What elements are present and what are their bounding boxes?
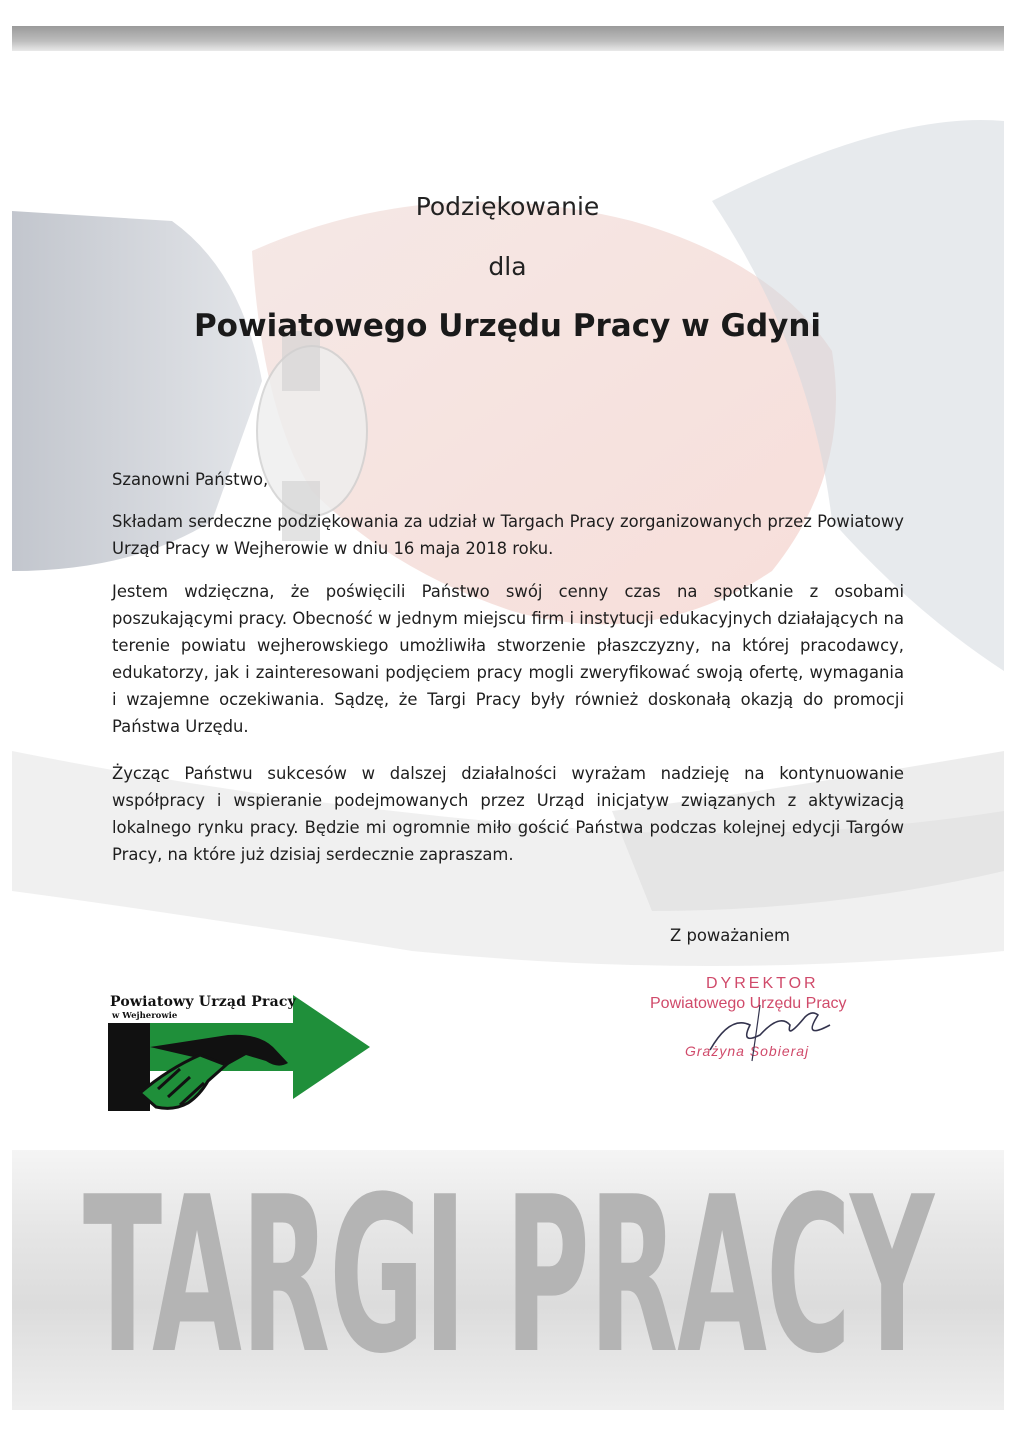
closing: Z poważaniem	[670, 926, 790, 945]
paragraph-3: Życząc Państwu sukcesów w dalszej działalności wyrażam nadzieję na kontynuowanie współpracy i wspieranie podejmowanych przez Urząd inicjatyw związanych z aktywizacją lokalnego rynku pracy. Będzie mi ogromnie miło gościć Państwa podczas kolejnej edycji Targów Pracy, na które już dzisiaj serdecznie zapraszam.	[112, 764, 904, 864]
greeting: Szanowni Państwo,	[112, 470, 269, 489]
logo-title: Powiatowy Urząd Pracy	[110, 994, 296, 1010]
paragraph-1: Składam serdeczne podziękowania za udział w Targach Pracy zorganizowanych przez Powiatowy Urząd Pracy w Wejherowie w dniu 16 maja 2018 roku.	[112, 512, 904, 558]
paragraph-2: Jestem wdzięczna, że poświęcili Państwo swój cenny czas na spotkanie z osobami poszukającymi pracy. Obecność w jednym miejscu firm i instytucji edukacyjnych działających na terenie powiatu wejherowskiego umożliwiła stworzenie płaszczyzny, na której pracodawcy, edukatorzy, jak i zainteresowani podjęciem pracy mogli zweryfikować swoją ofertę, wymagania i wzajemne oczekiwania. Sądzę, że Targi Pracy były również doskonałą okazją do promocji Państwa Urzędu.	[112, 582, 904, 736]
stamp-name: Grażyna Sobieraj	[685, 1043, 810, 1059]
letter-title: Podziękowanie	[415, 192, 600, 221]
watermark-text: TARGI PRACY	[82, 1149, 934, 1401]
signature-icon	[690, 995, 840, 1065]
letter-for: dla	[488, 252, 527, 281]
stamp-office: Powiatowego Urzędu Pracy	[650, 995, 847, 1012]
stamp-title: DYREKTOR	[706, 975, 819, 992]
top-band	[12, 26, 1004, 51]
logo-subtitle: w Wejherowie	[112, 1011, 178, 1021]
letter-recipient: Powiatowego Urzędu Pracy w Gdyni	[193, 308, 822, 344]
